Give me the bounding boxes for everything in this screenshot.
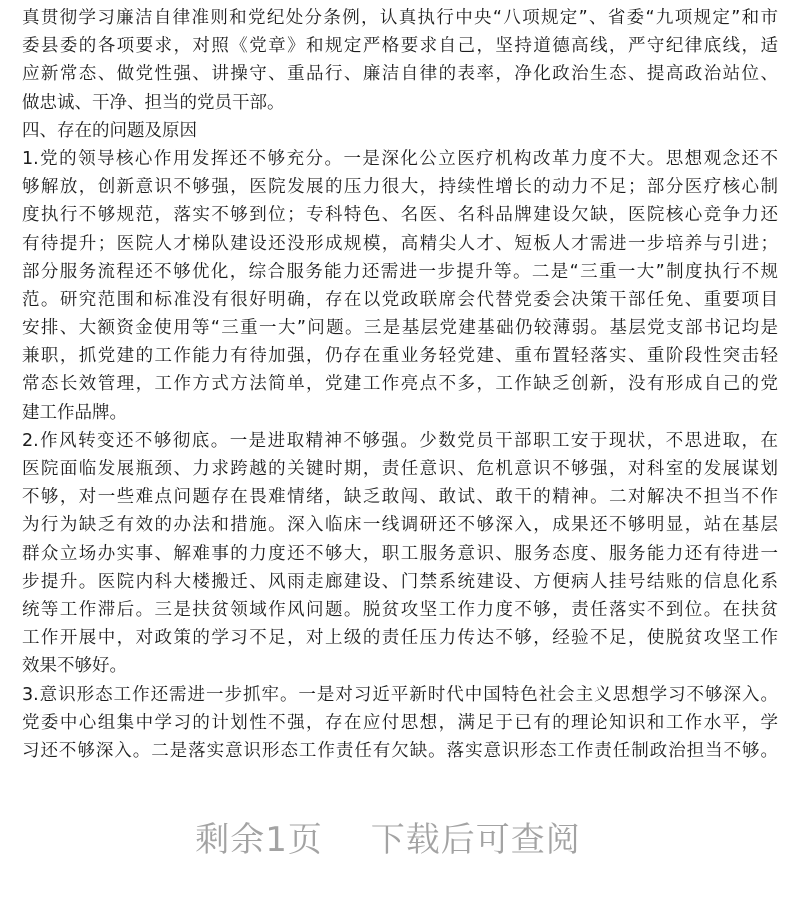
text-line: 安排、大额资金使用等“三重一大”问题。三是基层党建基础仍较薄弱。基层党支部书记均是 [22,318,778,339]
text-line: 常态长效管理，工作方式方法简单，党建工作亮点不多，工作缺乏创新，没有形成自己的党 [22,374,778,395]
text-line: 步提升。医院内科大楼搬迁、风雨走廊建设、门禁系统建设、方便病人挂号结账的信息化系 [22,571,778,592]
text-line: 群众立场办实事、解难事的力度还不够大，职工服务意识、服务态度、服务能力还有待进一 [22,543,778,564]
text-line: 不够，对一些难点问题存在畏难情绪，缺乏敢闯、敢试、敢干的精神。二对解决不担当不作 [22,487,778,508]
text-line: 有待提升；医院人才梯队建设还没形成规模，高精尖人才、短板人才需进一步培养与引进； [22,233,778,254]
section-heading: 四、存在的问题及原因 [22,120,197,141]
download-hint-label: 下载后可查阅 [370,820,581,860]
text-line: 部分服务流程还不够优化，综合服务能力还需进一步提升等。二是“三重一大”制度执行不规 [22,261,778,282]
text-line: 委县委的各项要求，对照《党章》和规定严格要求自己，坚持道德高线，严守纪律底线，适 [22,36,778,57]
text-line: 党委中心组集中学习的计划性不强，存在应付思想，满足于已有的理论知识和工作水平，学 [22,712,778,733]
text-line: 为行为缺乏有效的办法和措施。深入临床一线调研还不够深入，成果还不够明显，站在基层 [22,515,778,536]
text-line: 3.意识形态工作还需进一步抓牢。一是对习近平新时代中国特色社会主义思想学习不够深入。 [22,684,778,705]
text-line: 做忠诚、干净、担当的党员干部。 [22,92,285,113]
document-body [22,4,778,765]
text-line: 范。研究范围和标准没有很好明确，存在以党政联席会代替党委会决策干部任免、重要项目 [22,289,778,310]
text-line: 够解放，创新意识不够强，医院发展的压力很大，持续性增长的动力不足；部分医疗核心制 [22,177,778,198]
text-line: 应新常态、做党性强、讲操守、重品行、廉洁自律的表率，净化政治生态、提高政治站位、 [22,64,778,85]
text-line: 2.作风转变还不够彻底。一是进取精神不够强。少数党员干部职工安于现状，不思进取，在 [22,430,778,451]
text-line: 效果不够好。 [22,656,127,677]
text-line: 兼职，抓党建的工作能力有待加强，仍存在重业务轻党建、重布置轻落实、重阶段性突击轻 [22,346,778,367]
text-line: 建工作品牌。 [22,402,127,423]
text-line: 1.党的领导核心作用发挥还不够充分。一是深化公立医疗机构改革力度不大。思想观念还不 [22,148,778,169]
remaining-pages-label: 剩余1页 [195,820,323,860]
text-line: 统等工作滞后。三是扶贫领域作风问题。脱贫攻坚工作力度不够，责任落实不到位。在扶贫 [22,599,778,620]
text-line: 习还不够深入。二是落实意识形态工作责任有欠缺。落实意识形态工作责任制政治担当不够。 [22,740,778,761]
text-line: 真贯彻学习廉洁自律准则和党纪处分条例，认真执行中央“八项规定”、省委“九项规定”和市 [22,8,778,28]
text-line: 工作开展中，对政策的学习不足，对上级的责任压力传达不够，经验不足，使脱贫攻坚工作 [22,628,778,649]
text-line: 医院面临发展瓶颈、力求跨越的关键时期，责任意识、危机意识不够强，对科室的发展谋划 [22,459,778,479]
preview-footer [0,816,776,864]
text-line: 度执行不够规范，落实不够到位；专科特色、名医、名科品牌建设欠缺，医院核心竞争力还 [22,205,778,226]
